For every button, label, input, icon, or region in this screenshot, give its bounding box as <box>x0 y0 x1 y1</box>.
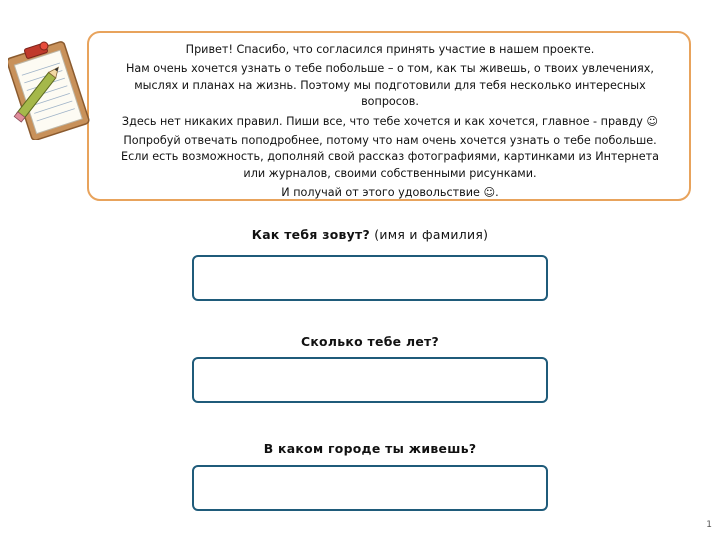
intro-line-1: Привет! Спасибо, что согласился принять участие в нашем проекте. <box>185 43 595 56</box>
question-name-hint: (имя и фамилия) <box>370 227 489 242</box>
intro-text <box>110 42 670 205</box>
answer-box-name[interactable] <box>192 255 548 301</box>
answer-box-age[interactable] <box>192 357 548 403</box>
question-name-label <box>190 227 550 242</box>
question-city-text: В каком городе ты живешь? <box>263 441 477 456</box>
intro-line-5: И получай от этого удовольствие ☺. <box>281 186 499 200</box>
answer-box-city[interactable] <box>192 465 548 511</box>
clipboard-pencil-icon <box>8 36 92 140</box>
page-number: 1 <box>706 520 712 530</box>
question-age-label <box>190 334 550 349</box>
question-city-label <box>190 441 550 456</box>
intro-line-3: Здесь нет никаких правил. Пиши все, что тебе хочется и как хочется, главное - правду ☺ <box>121 114 659 128</box>
intro-line-4: Попробуй отвечать поподробнее, потому что нам очень хочется узнать о тебе побольше. Если есть возможность, дополняй свой рассказ фотографиями, картинками из Интернета или журналов, своими собственными рисунками. <box>121 134 659 180</box>
intro-line-2: Нам очень хочется узнать о тебе побольше – о том, как ты живешь, о твоих увлечениях, мыслях и планах на жизнь. Поэтому мы подготовили для тебя несколько интересных вопросов. <box>126 62 654 109</box>
question-age-text: Сколько тебе лет? <box>300 334 440 349</box>
question-name-text: Как тебя зовут? <box>251 227 370 242</box>
